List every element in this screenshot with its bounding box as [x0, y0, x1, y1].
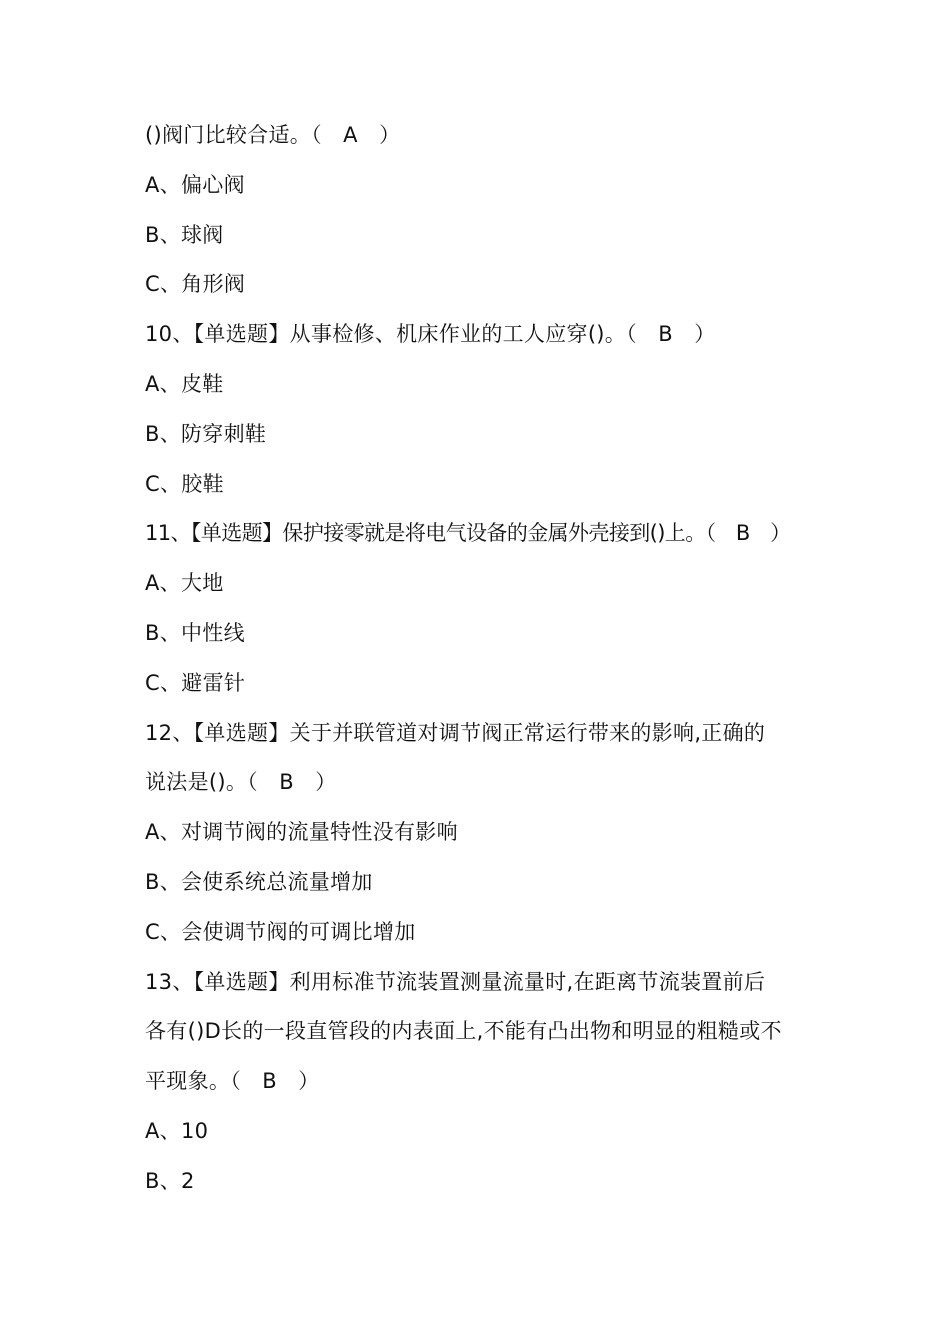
- q11-option-a: A、大地: [145, 571, 224, 596]
- question-13-stem-line-1: 13、【单选题】利用标准节流装置测量流量时,在距离节流装置前后: [145, 969, 766, 994]
- document-page: [145, 111, 825, 1207]
- q9-option-c: C、角形阀: [145, 272, 246, 297]
- question-13-stem-line-3: 平现象。（ B ）: [145, 1069, 320, 1094]
- question-9-stem-tail: ()阀门比较合适。（ A ）: [145, 123, 401, 147]
- q10-option-c: C、胶鞋: [145, 471, 224, 496]
- q11-option-b: B、中性线: [145, 620, 245, 645]
- q9-option-a: A、偏心阀: [145, 172, 245, 197]
- q12-option-c: C、会使调节阀的可调比增加: [145, 919, 416, 944]
- question-12-stem-line-1: 12、【单选题】关于并联管道对调节阀正常运行带来的影响,正确的: [145, 720, 766, 745]
- q9-option-b: B、球阀: [145, 222, 224, 247]
- q13-option-a: A、10: [145, 1118, 209, 1143]
- question-12-stem-line-2: 说法是()。（ B ）: [145, 770, 337, 795]
- q11-option-c: C、避雷针: [145, 670, 246, 695]
- question-13-stem-line-2: 各有()D长的一段直管段的内表面上,不能有凸出物和明显的粗糙或不: [145, 1019, 782, 1044]
- q13-option-b: B、2: [145, 1168, 195, 1193]
- q10-option-a: A、皮鞋: [145, 371, 224, 396]
- q12-option-b: B、会使系统总流量增加: [145, 869, 373, 894]
- question-11-stem: 11、【单选题】保护接零就是将电气设备的金属外壳接到()上。（ B ）: [145, 521, 791, 546]
- q10-option-b: B、防穿刺鞋: [145, 421, 267, 446]
- question-10-stem: 10、【单选题】从事检修、机床作业的工人应穿()。（ B ）: [145, 322, 716, 347]
- q12-option-a: A、对调节阀的流量特性没有影响: [145, 820, 458, 845]
